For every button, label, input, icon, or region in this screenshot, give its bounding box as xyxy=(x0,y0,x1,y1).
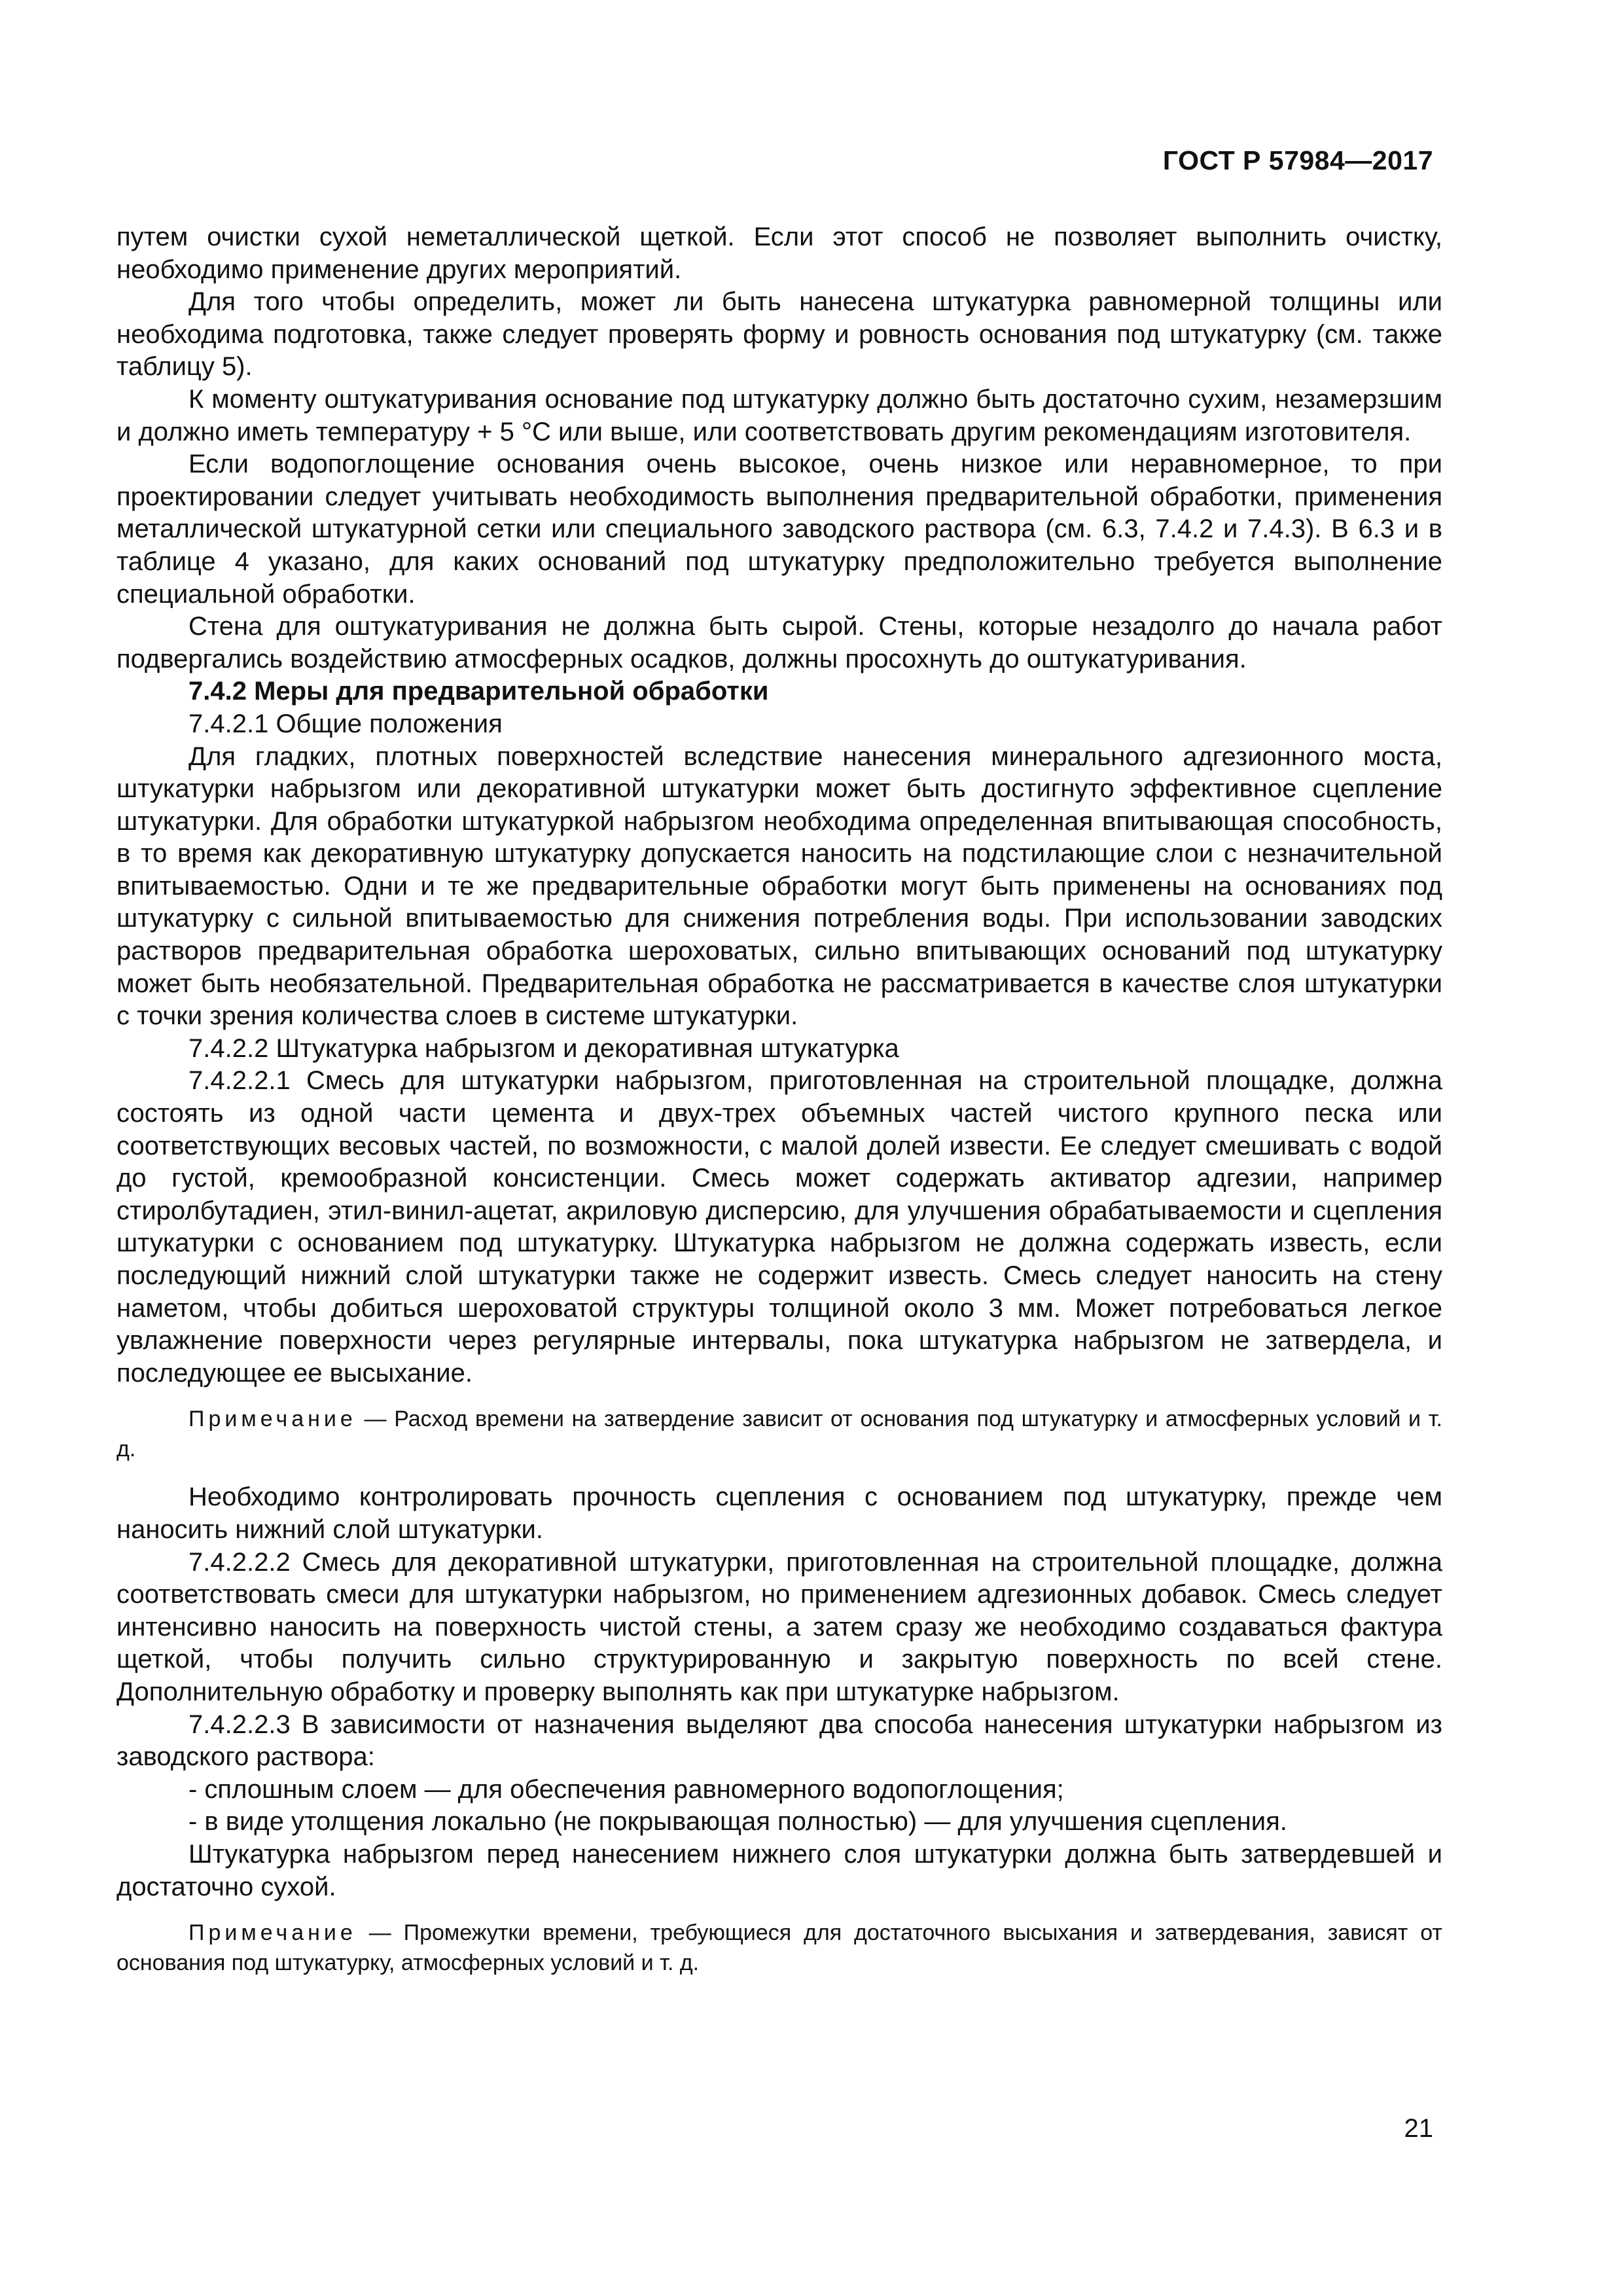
paragraph: 7.4.2.2.3 В зависимости от назначения выделяют два способа нанесения штукатурки набрызгом из заводского раствора: xyxy=(116,1710,1442,1772)
page-number: 21 xyxy=(1404,2114,1433,2143)
paragraph: Стена для оштукатуривания не должна быть сырой. Стены, которые незадолго до начала работ подвергались воздействию атмосферных осадков, должны просохнуть до оштукатуривания. xyxy=(116,612,1442,673)
note-text: — Промежутки времени, требующиеся для достаточного высыхания и затвердевания, зависят от основания под штукатурку, атмосферных условий и т. д. xyxy=(116,1920,1442,1976)
paragraph: Для того чтобы определить, может ли быть нанесена штукатурка равномерной толщины или необходима подготовка, также следует проверять форму и ровность основания под штукатурку (см. также таблицу 5). xyxy=(116,287,1442,382)
paragraph: Для гладких, плотных поверхностей вследствие нанесения минерального адгезионного моста, штукатурки набрызгом или декоративной штукатурки может быть достигнуто эффективное сцепление штукатурки. Для обработки штукатуркой набрызгом необходима определенная впитывающая способность, в то время как декоративную штукатурку допускается наносить на подстилающие слои с незначительной впитываемостью. Одни и те же предварительные обработки могут быть применены на основаниях под штукатурку с сильной впитываемостью для снижения потребления воды. При использовании заводских растворов предварительная обработка шероховатых, сильно впитывающих оснований под штукатурку может быть необязательной. Предварительная обработка не рассматривается в качестве слоя штукатурки с точки зрения количества слоев в системе штукатурки. xyxy=(116,742,1442,1031)
paragraph: Если водопоглощение основания очень высокое, очень низкое или неравномерное, то при проектировании следует учитывать необходимость выполнения предварительной обработки, применения металлической штукатурной сетки или специального заводского раствора (см. 6.3, 7.4.2 и 7.4.3). В 6.3 и в таблице 4 указано, для каких оснований под штукатурку предположительно требуется выполнение специальной обработки. xyxy=(116,450,1442,609)
note-label: Примечание xyxy=(188,1920,357,1946)
list-item: - в виде утолщения локально (не покрывающая полностью) — для улучшения сцепления. xyxy=(188,1807,1287,1837)
subsection-title-7-4-2-2: 7.4.2.2 Штукатурка набрызгом и декоративная штукатурка xyxy=(188,1033,899,1063)
document-code-header: ГОСТ Р 57984—2017 xyxy=(1162,145,1433,175)
section-heading-7-4-2: 7.4.2 Меры для предварительной обработки xyxy=(188,677,769,706)
list-item: - сплошным слоем — для обеспечения равномерного водопоглощения; xyxy=(188,1774,1064,1804)
paragraph: К моменту оштукатуривания основание под штукатурку должно быть достаточно сухим, незамерзшим и должно иметь температуру + 5 °С или выше, или соответствовать другим рекомендациям изготовителя. xyxy=(116,384,1442,446)
paragraph: 7.4.2.2.1 Смесь для штукатурки набрызгом, приготовленная на строительной площадке, должна состоять из одной части цемента и двух-трех объемных частей чистого крупного песка или соответствующих весовых частей, по возможности, с малой долей извести. Ее следует смешивать с водой до густой, кремообразной консистенции. Смесь может содержать активатор адгезии, например стиролбутадиен, этил-винил-ацетат, акриловую дисперсию, для улучшения обрабатываемости и сцепления штукатурки с основанием под штукатурку. Штукатурка набрызгом не должна содержать известь, если последующий нижний слой штукатурки также не содержит известь. Смесь следует наносить на стену наметом, чтобы добиться шероховатой структуры толщиной около 3 мм. Может потребоваться легкое увлажнение поверхности через регулярные интервалы, пока штукатурка набрызгом не затвердела, и последующее ее высыхание. xyxy=(116,1066,1442,1388)
paragraph-continuation: путем очистки сухой неметаллической щеткой. Если этот способ не позволяет выполнить очистку, необходимо применение других мероприятий. xyxy=(116,223,1442,284)
note-text: — Расход времени на затвердение зависит от основания под штукатурку и атмосферных условий и т. д. xyxy=(116,1407,1442,1462)
paragraph: Штукатурка набрызгом перед нанесением нижнего слоя штукатурки должна быть затвердевшей и достаточно сухой. xyxy=(116,1839,1442,1901)
subsection-title-7-4-2-1: 7.4.2.1 Общие положения xyxy=(188,709,503,738)
paragraph: Необходимо контролировать прочность сцепления с основанием под штукатурку, прежде чем наносить нижний слой штукатурки. xyxy=(116,1482,1442,1544)
note-label: Примечание xyxy=(188,1407,357,1432)
note xyxy=(116,1404,1442,1464)
paragraph: 7.4.2.2.2 Смесь для декоративной штукатурки, приготовленная на строительной площадке, должна соответствовать смеси для штукатурки набрызгом, но применением адгезионных добавок. Смесь следует интенсивно наносить на поверхность чистой стены, а затем сразу же необходимо создаваться фактура щеткой, чтобы получить сильно структурированную и закрытую поверхность по всей стене. Дополнительную обработку и проверку выполнять как при штукатурке набрызгом. xyxy=(116,1547,1442,1706)
document-body xyxy=(116,221,1442,1995)
note xyxy=(116,1918,1442,1978)
